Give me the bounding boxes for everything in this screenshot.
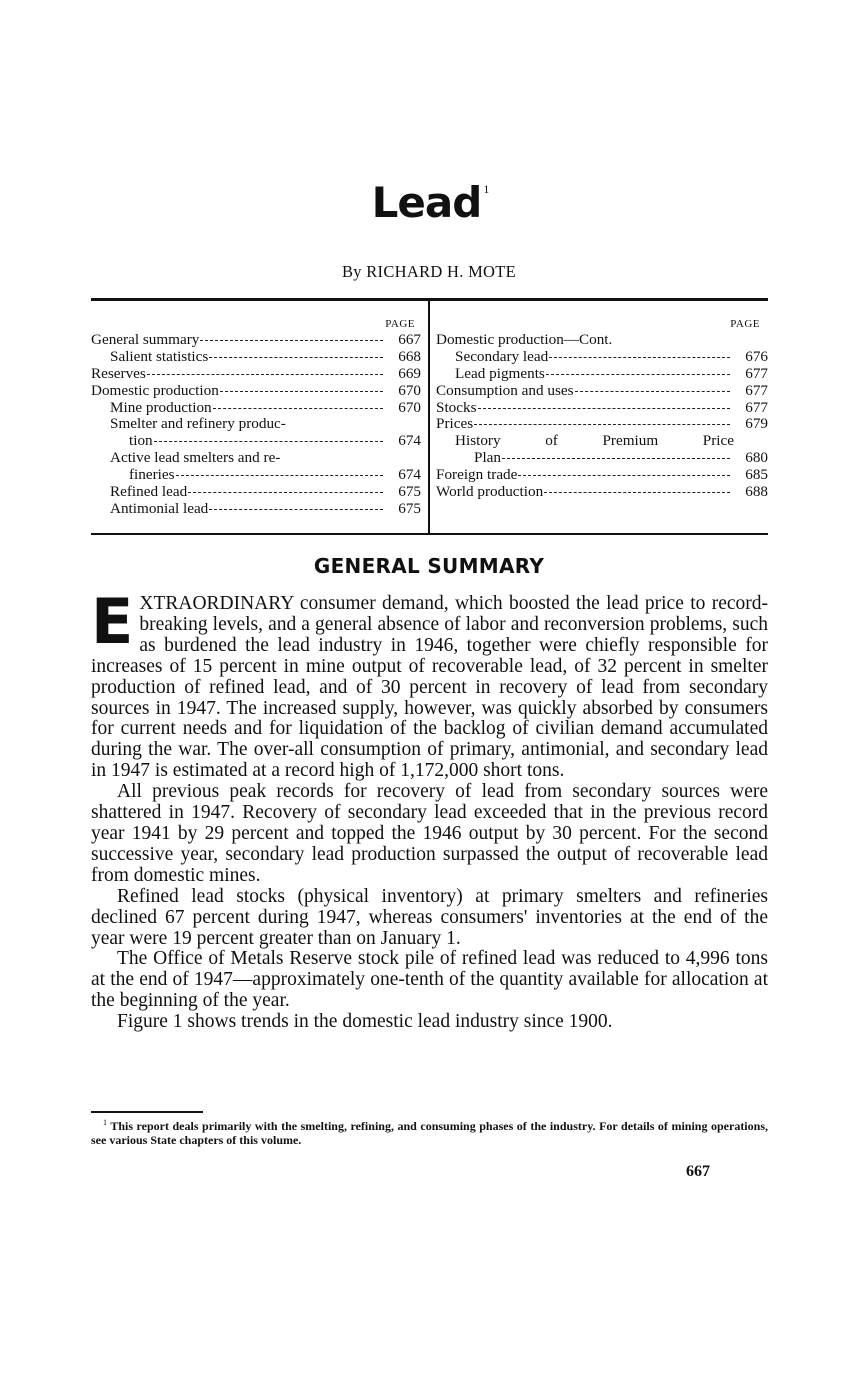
body-text [91,585,768,1033]
toc-entry [436,366,768,383]
section-heading: GENERAL SUMMARY [313,554,545,578]
toc-entry [91,332,421,349]
toc-entry-label: Smelter and refinery produc- [110,415,286,433]
toc-entry-page: 674 [398,466,421,484]
toc-entry-label: History of Premium Price [455,432,734,450]
toc-entry-label: Domestic production—Cont. [436,331,613,348]
toc-entry [436,349,768,366]
toc-entry [91,383,421,400]
chapter-title-text: Lead [371,178,482,227]
toc-entry [436,383,768,400]
toc-entry-page: 685 [745,466,768,484]
footnote-rule [91,1111,203,1113]
toc-leader-dots [549,357,730,358]
toc-page-header: PAGE [385,318,415,330]
toc-entry [436,400,768,417]
toc-leader-dots [209,357,383,358]
toc-entry-page: 667 [398,331,421,348]
toc-entry-label: Domestic production [91,381,219,399]
toc-leader-dots [176,475,383,476]
toc-leader-dots [188,492,383,493]
toc-entry-page: 670 [398,398,421,416]
toc-entry-page: 670 [398,381,421,399]
toc-entry-label: Plan [474,449,502,467]
toc-leader-dots [518,475,730,476]
toc-leader-dots [502,458,730,459]
toc-entry-page: 674 [398,432,421,450]
toc-top-rule [91,298,768,301]
chapter-title [0,178,858,227]
toc-entry-label: Secondary lead [455,347,549,365]
toc-leader-dots [220,391,383,392]
toc-entry-page: 675 [398,499,421,517]
paragraph-text: XTRAORDINARY consumer demand, which boosted the lead price to record-breaking levels, and a general absence of labor and reconversion problems, such as burdened the lead industry in 1946, together were chiefly responsible for increases of 15 percent in mine output of recoverable lead, of 32 percent in smelter production of refined lead, and of 30 percent in recovery of lead from secondary sources in 1947. The increased supply, however, was quickly absorbed by consumers for current needs and for liquidation of the backlog of civilian demand accumulated during the war. The over-all consumption of primary, antimonial, and secondary lead in 1947 is estimated at a record high of 1,172,000 short tons. [91,593,768,782]
toc-entry-label: Foreign trade [436,466,518,484]
toc-entry [91,416,421,433]
toc-left-column [91,316,421,518]
footnote [91,1116,768,1147]
toc-entry-label: Lead pigments [455,364,545,382]
toc-leader-dots [546,374,730,375]
toc-entry-page: 677 [745,364,768,382]
toc-entry [436,450,768,467]
toc-entry-page: 669 [398,364,421,382]
toc-entry-page: 677 [745,398,768,416]
toc-page-header: PAGE [730,318,760,330]
toc-leader-dots [544,492,730,493]
paragraph: Figure 1 shows trends in the domestic lead industry since 1900. [117,1011,613,1033]
toc-leader-dots [575,391,730,392]
toc-entry [91,484,421,501]
toc-entry [91,467,421,484]
toc-entry [436,332,768,349]
toc-entry-label: Active lead smelters and re- [110,449,281,467]
toc-leader-dots [209,509,383,510]
toc-right-list [436,332,768,501]
toc-entry-label: Reserves [91,364,146,382]
toc-entry [91,366,421,383]
toc-entry-page: 679 [745,415,768,433]
toc-left-list [91,332,421,518]
toc-entry [436,484,768,501]
toc-right-column [436,316,768,501]
toc-entry [91,400,421,417]
toc-entry-label: Consumption and uses [436,381,574,399]
toc-bottom-rule [91,533,768,535]
footnote-marker: 1 [483,182,489,196]
paragraph: Refined lead stocks (physical inventory) at primary smelters and refineries declined 67 percent during 1947, whereas consumers' inventories at the end of the year were 19 percent greater than on January 1. [91,885,768,949]
toc-entry [436,433,768,450]
toc-entry [436,467,768,484]
toc-leader-dots [213,408,383,409]
footnote-number: 1 [103,1118,107,1127]
toc-entry [91,349,421,366]
toc-entry-page: 677 [745,381,768,399]
toc-entry-label: World production [436,483,544,501]
toc-column-divider [428,300,430,533]
toc-entry-page: 688 [745,483,768,501]
toc-entry-label: Antimonial lead [110,499,209,517]
toc-entry-page: 680 [745,449,768,467]
toc-entry-label: Salient statistics [110,347,209,365]
toc-leader-dots [474,424,730,425]
toc-entry-label: Mine production [110,398,212,416]
paragraph [91,585,768,782]
toc-leader-dots [200,340,383,341]
paragraph: The Office of Metals Reserve stock pile of refined lead was reduced to 4,996 tons at the end of 1947—approximately one-tenth of the quantity available for allocation at the beginning of the year. [91,948,768,1012]
paragraph: All previous peak records for recovery of lead from secondary sources were shattered in 1947. Recovery of secondary lead exceeded that in the previous record year 1941 by 29 percent and topped the 1946 output by 30 percent. For the second successive year, secondary lead production surpassed the output of recoverable lead from domestic mines. [91,781,768,886]
toc-leader-dots [154,441,383,442]
toc-entry [91,450,421,467]
toc-leader-dots [147,374,383,375]
toc-entry-label: Stocks [436,398,477,416]
toc-entry-label: tion [129,432,153,450]
toc-entry [436,416,768,433]
toc-entry-label: fineries [129,466,175,484]
page-number: 667 [686,1163,710,1180]
toc-entry [91,501,421,518]
toc-entry-label: General summary [91,331,200,348]
drop-cap: E [91,585,134,658]
toc-entry-label: Refined lead [110,483,188,501]
toc-entry-page: 675 [398,483,421,501]
toc-leader-dots [478,408,730,409]
toc-entry [91,433,421,450]
footnote-text: This report deals primarily with the smelting, refining, and consuming phases of the industry. For details of mining operations, see various State chapters of this volume. [91,1119,768,1147]
toc-entry-page: 668 [398,347,421,365]
toc-entry-label: Prices [436,415,474,433]
byline: By RICHARD H. MOTE [341,262,517,281]
toc-entry-page: 676 [745,347,768,365]
